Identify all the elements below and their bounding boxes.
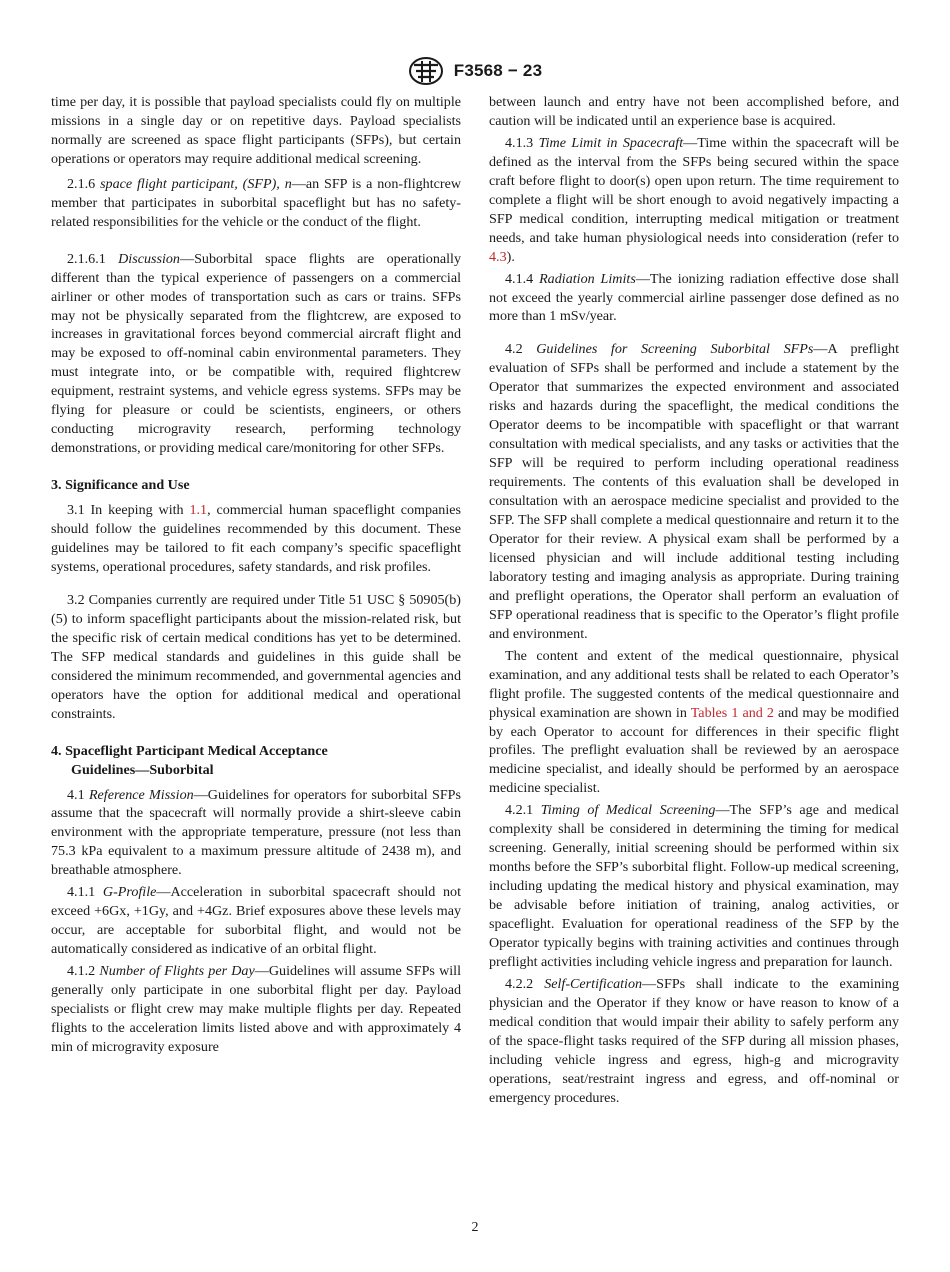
term-discussion: Discussion: [118, 250, 180, 267]
page-header: [0, 56, 950, 86]
astm-logo-icon: [408, 56, 444, 86]
paragraph-4-1-1: 4.1.1 G-Profile—Acceleration in suborbital spacecraft should not exceed +6Gx, +1Gy, and +4Gz. Brief exposures above these levels may occur, are acceptable for suborbital flight, and would not be automatically considered as indicative of an orbital flight.: [51, 884, 461, 958]
link-4-3[interactable]: 4.3: [489, 248, 507, 265]
paragraph-4-1-2: 4.1.2 Number of Flights per Day—Guidelines will assume SFPs will generally only participate in one suborbital flight per day. Payload specialists or flight crew may make multiple flights per day. Repeated flights to the acceleration limits listed above and with approximately 4 min of microgravity exposure: [51, 963, 462, 1055]
term-guidelines-screening: Guidelines for Screening Suborbital SFPs: [536, 341, 814, 358]
term-g-profile: G-Profile: [102, 884, 157, 901]
paragraph-4-2-2: 4.2.2 Self-Certification—SFPs shall indicate to the examining physician and the Operator if they know or have reason to know of a medical condition that would impair their ability to safely perform any of the space-flight tasks required of the SFP during all mission phases, including vehicle ingress and egress, high-g and microgravity operations, seat/restraint ingress and egress, and off-nominal or emergency procedures.: [489, 975, 899, 1106]
paragraph-3-1: 3.1 In keeping with 1.1, commercial human spaceflight companies should follow the guidelines recommended by this document. These guidelines may be tailored to fit each company’s specific spaceflight systems, operational procedures, safety standards, and risk profiles.: [51, 502, 461, 575]
paragraph-4-2-1: 4.2.1 Timing of Medical Screening—The SFP’s age and medical complexity shall be considered in determining the timing for medical screening. Generally, initial screening should be performed within six months before the SFP’s suborbital flight. Follow-up medical screening, including updating the medical history and physical examination, may be advisable before initiation of training, analog activities, or spaceflight. Evaluation for operational readiness of the SFP by the Operator typically begins with training activities and continues through preflight activities including vehicle ingress and preparation for launch.: [489, 802, 899, 970]
document-number: F3568 − 23: [453, 61, 543, 80]
term-radiation-limits: Radiation Limits: [539, 270, 636, 287]
paragraph-2-1-6: 2.1.6 space flight participant, (SFP), n—an SFP is a non-flightcrew member that participates in suborbital spaceflight but has no safety-related responsibilities for the vehicle or the conduct of the flight.: [51, 175, 461, 230]
paragraph-4-2: 4.2 Guidelines for Screening Suborbital SFPs—A preflight evaluation of SFPs shall be performed and include a statement by the Operator that summarizes the expected environment and associated risks and hazards during the spaceflight, the medical conditions the Operator deems to be incompatible with spaceflight or that warrant consultation with medical specialists, and any tasks or activities that the SFP will be required to perform including operational readiness requirements. The contents of this evaluation shall be developed in consultation with an aerospace medicine specialist and provided to the SFP. The SFP shall complete a medical questionnaire and return it to the Operator for their review. A physical exam shall be performed by a licensed physician and will include additional testing including laboratory testing and imaging analysis as appropriate. During training and preflight operations, the Operator shall perform an evaluation of SFP operational readiness that is specific to the Operator’s flight profile and environment.: [489, 341, 899, 642]
term-self-certification: Self-Certification: [544, 975, 643, 992]
term-time-limit: Time Limit in Spacecraft: [538, 134, 684, 151]
link-tables-1-2[interactable]: Tables 1 and 2: [690, 704, 774, 721]
paragraph-3-2: 3.2 Companies currently are required under Title 51 USC § 50905(b) (5) to inform spaceflight participants about the mission-related risk, but the specific risk of certain medical conditions has yet to be determined. The SFP medical standards and guidelines in this guide shall be considered the minimum recommended, and governmental agencies and operators have the option for additional medical and operational constraints.: [51, 591, 461, 722]
page-number: 2: [471, 1220, 479, 1235]
paragraph-4-2-content: The content and extent of the medical questionnaire, physical examination, and any additional tests shall be related to each Operator’s flight profile. The suggested contents of the medical questionnaire and physical examination are shown in Tables 1 and 2 and may be modified by each Operator to account for differences in their specific flight profiles. The preflight evaluation shall be reviewed by an aerospace medicine specialist, and ideally should be performed by an aerospace medicine specialist.: [489, 647, 899, 797]
term-reference-mission: Reference Mission: [88, 786, 194, 803]
paragraph-continued: time per day, it is possible that payload specialists could fly on multiple missions in a single day or on repetitive days. Payload specialists normally are screened as space flight participants (SFPs), but certain operations or operators may require additional medical screening.: [51, 94, 461, 167]
term-number-of-flights: Number of Flights per Day: [99, 963, 255, 980]
left-column: [51, 93, 461, 1057]
paragraph-continued-right: between launch and entry have not been accomplished before, and caution will be indicated until an experience base is acquired.: [489, 94, 899, 129]
paragraph-4-1-4: 4.1.4 Radiation Limits—The ionizing radiation effective dose shall not exceed the yearly commercial airline passenger dose defined as no more than 1 mSv/year.: [489, 270, 899, 325]
paragraph-4-1: 4.1 Reference Mission—Guidelines for operators for suborbital SFPs assume that the spacecraft will normally provide a shirt-sleeve cabin environment with the appropriate temperature, pressure (not less than 75.3 kPa equivalent to a maximum pressure altitude of 2438 m), and breathable atmosphere.: [51, 786, 462, 879]
paragraph-2-1-6-1: 2.1.6.1 Discussion—Suborbital space flights are operationally different than the typical experience of passengers on a commercial airliner or other modes of transportation such as cars or trains. SFPs may not be physically separated from the flightcrew, are exposed to increases in gravitational forces beyond commercial aircraft flight and may be exposed to off-nominal cabin environmental parameters. They must integrate into, or be compatible with, required flightcrew equipment, restraint systems, and vehicle egress systems. SFPs may be flying for pleasure or could be scientists, engineers, or others conducting microgravity research, performing technology demonstrations, or providing medical care/monitoring for other SFPs.: [51, 250, 461, 457]
paragraph-4-1-3: 4.1.3 Time Limit in Spacecraft—Time within the spacecraft will be defined as the interval from the SFPs being secured within the space craft before flight to door(s) open upon return. The time requirement to complete a flight will be short enough to avoid negatively impacting a SFP medical condition, interrupting medical mitigation or treatment needs, and take human physiological needs into consideration (refer to 4.3).: [489, 134, 899, 265]
term-space-flight-participant: space flight participant, (SFP), n: [100, 175, 292, 192]
link-1-1[interactable]: 1.1: [189, 502, 208, 519]
right-column: [489, 93, 899, 1108]
section-heading-3: 3. Significance and Use: [51, 477, 190, 494]
term-timing-screening: Timing of Medical Screening: [540, 802, 716, 819]
section-heading-4: 4. Spaceflight Participant Medical Acceptance Guidelines—Suborbital: [51, 742, 328, 778]
